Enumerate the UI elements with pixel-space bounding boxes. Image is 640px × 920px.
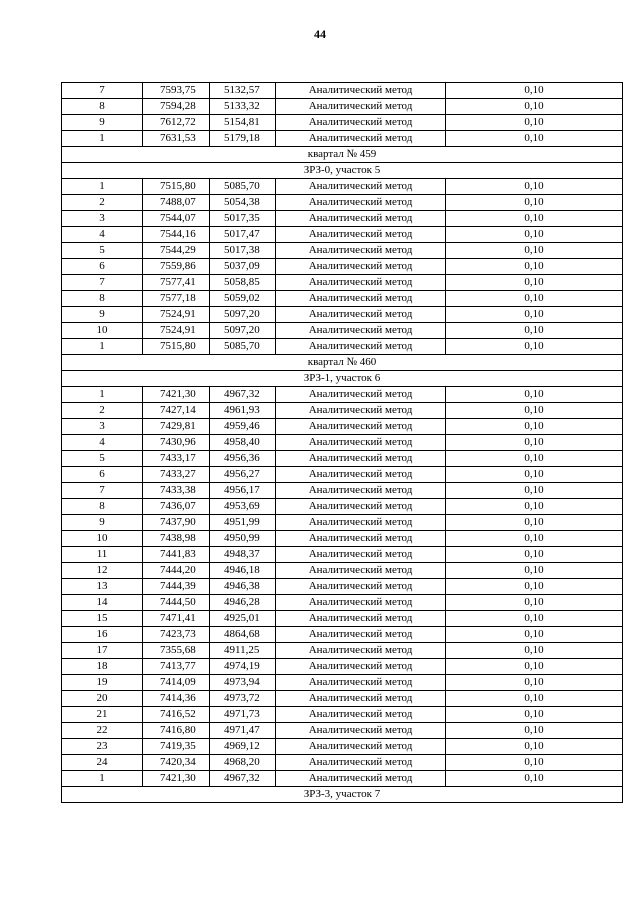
method-cell: Аналитический метод (276, 275, 446, 291)
table-row (62, 179, 623, 195)
y-coordinate-cell: 5017,47 (210, 227, 276, 243)
point-number-cell: 8 (62, 99, 143, 115)
table-row (62, 691, 623, 707)
y-coordinate-cell: 5037,09 (210, 259, 276, 275)
x-coordinate-cell: 7524,91 (143, 323, 210, 339)
point-number-cell: 3 (62, 211, 143, 227)
method-cell: Аналитический метод (276, 627, 446, 643)
precision-cell: 0,10 (446, 707, 623, 723)
table-row (62, 611, 623, 627)
precision-cell: 0,10 (446, 227, 623, 243)
precision-cell: 0,10 (446, 483, 623, 499)
table-row (62, 307, 623, 323)
precision-cell: 0,10 (446, 243, 623, 259)
precision-cell: 0,10 (446, 627, 623, 643)
y-coordinate-cell: 4951,99 (210, 515, 276, 531)
section-header: квартал № 459 (62, 147, 623, 163)
y-coordinate-cell: 5017,38 (210, 243, 276, 259)
point-number-cell: 15 (62, 611, 143, 627)
table-row (62, 227, 623, 243)
precision-cell: 0,10 (446, 611, 623, 627)
method-cell: Аналитический метод (276, 211, 446, 227)
precision-cell: 0,10 (446, 195, 623, 211)
section-header: ЗРЗ-1, участок 6 (62, 371, 623, 387)
precision-cell: 0,10 (446, 403, 623, 419)
method-cell: Аналитический метод (276, 307, 446, 323)
method-cell: Аналитический метод (276, 323, 446, 339)
table-row (62, 675, 623, 691)
method-cell: Аналитический метод (276, 419, 446, 435)
table-row (62, 195, 623, 211)
table-row (62, 211, 623, 227)
precision-cell: 0,10 (446, 83, 623, 99)
page-number: 44 (314, 27, 326, 41)
x-coordinate-cell: 7544,16 (143, 227, 210, 243)
x-coordinate-cell: 7414,36 (143, 691, 210, 707)
y-coordinate-cell: 4925,01 (210, 611, 276, 627)
table-row (62, 563, 623, 579)
point-number-cell: 23 (62, 739, 143, 755)
x-coordinate-cell: 7631,53 (143, 131, 210, 147)
y-coordinate-cell: 4911,25 (210, 643, 276, 659)
x-coordinate-cell: 7416,52 (143, 707, 210, 723)
method-cell: Аналитический метод (276, 691, 446, 707)
x-coordinate-cell: 7433,17 (143, 451, 210, 467)
point-number-cell: 9 (62, 515, 143, 531)
y-coordinate-cell: 5154,81 (210, 115, 276, 131)
point-number-cell: 10 (62, 323, 143, 339)
point-number-cell: 9 (62, 307, 143, 323)
table-row (62, 323, 623, 339)
table-row (62, 275, 623, 291)
method-cell: Аналитический метод (276, 195, 446, 211)
point-number-cell: 2 (62, 195, 143, 211)
x-coordinate-cell: 7544,29 (143, 243, 210, 259)
method-cell: Аналитический метод (276, 131, 446, 147)
precision-cell: 0,10 (446, 739, 623, 755)
precision-cell: 0,10 (446, 755, 623, 771)
table-row (62, 131, 623, 147)
x-coordinate-cell: 7559,86 (143, 259, 210, 275)
point-number-cell: 20 (62, 691, 143, 707)
x-coordinate-cell: 7433,38 (143, 483, 210, 499)
y-coordinate-cell: 5085,70 (210, 339, 276, 355)
point-number-cell: 14 (62, 595, 143, 611)
method-cell: Аналитический метод (276, 451, 446, 467)
x-coordinate-cell: 7436,07 (143, 499, 210, 515)
precision-cell: 0,10 (446, 323, 623, 339)
x-coordinate-cell: 7430,96 (143, 435, 210, 451)
precision-cell: 0,10 (446, 435, 623, 451)
y-coordinate-cell: 4969,12 (210, 739, 276, 755)
coordinates-table (61, 82, 623, 803)
section-header: ЗРЗ-0, участок 5 (62, 163, 623, 179)
point-number-cell: 10 (62, 531, 143, 547)
section-header-row (62, 371, 623, 387)
method-cell: Аналитический метод (276, 531, 446, 547)
x-coordinate-cell: 7413,77 (143, 659, 210, 675)
x-coordinate-cell: 7444,50 (143, 595, 210, 611)
coordinates-table-body (62, 83, 623, 803)
y-coordinate-cell: 5085,70 (210, 179, 276, 195)
precision-cell: 0,10 (446, 675, 623, 691)
point-number-cell: 18 (62, 659, 143, 675)
y-coordinate-cell: 4864,68 (210, 627, 276, 643)
x-coordinate-cell: 7471,41 (143, 611, 210, 627)
method-cell: Аналитический метод (276, 547, 446, 563)
precision-cell: 0,10 (446, 339, 623, 355)
table-row (62, 387, 623, 403)
table-row (62, 451, 623, 467)
table-row (62, 419, 623, 435)
x-coordinate-cell: 7515,80 (143, 339, 210, 355)
precision-cell: 0,10 (446, 451, 623, 467)
point-number-cell: 19 (62, 675, 143, 691)
point-number-cell: 3 (62, 419, 143, 435)
y-coordinate-cell: 4973,72 (210, 691, 276, 707)
precision-cell: 0,10 (446, 131, 623, 147)
point-number-cell: 7 (62, 83, 143, 99)
precision-cell: 0,10 (446, 275, 623, 291)
precision-cell: 0,10 (446, 211, 623, 227)
precision-cell: 0,10 (446, 291, 623, 307)
x-coordinate-cell: 7444,20 (143, 563, 210, 579)
x-coordinate-cell: 7524,91 (143, 307, 210, 323)
point-number-cell: 6 (62, 467, 143, 483)
x-coordinate-cell: 7421,30 (143, 771, 210, 787)
method-cell: Аналитический метод (276, 499, 446, 515)
table-row (62, 627, 623, 643)
table-row (62, 243, 623, 259)
x-coordinate-cell: 7594,28 (143, 99, 210, 115)
table-row (62, 339, 623, 355)
x-coordinate-cell: 7355,68 (143, 643, 210, 659)
table-row (62, 291, 623, 307)
method-cell: Аналитический метод (276, 755, 446, 771)
method-cell: Аналитический метод (276, 179, 446, 195)
method-cell: Аналитический метод (276, 467, 446, 483)
precision-cell: 0,10 (446, 691, 623, 707)
method-cell: Аналитический метод (276, 243, 446, 259)
x-coordinate-cell: 7416,80 (143, 723, 210, 739)
precision-cell: 0,10 (446, 579, 623, 595)
table-row (62, 739, 623, 755)
method-cell: Аналитический метод (276, 771, 446, 787)
method-cell: Аналитический метод (276, 83, 446, 99)
point-number-cell: 2 (62, 403, 143, 419)
point-number-cell: 1 (62, 339, 143, 355)
table-row (62, 403, 623, 419)
table-row (62, 83, 623, 99)
x-coordinate-cell: 7612,72 (143, 115, 210, 131)
y-coordinate-cell: 4946,18 (210, 563, 276, 579)
x-coordinate-cell: 7577,18 (143, 291, 210, 307)
table-row (62, 659, 623, 675)
table-row (62, 115, 623, 131)
table-row (62, 755, 623, 771)
point-number-cell: 13 (62, 579, 143, 595)
point-number-cell: 7 (62, 483, 143, 499)
point-number-cell: 4 (62, 435, 143, 451)
precision-cell: 0,10 (446, 467, 623, 483)
point-number-cell: 8 (62, 291, 143, 307)
precision-cell: 0,10 (446, 595, 623, 611)
table-row (62, 99, 623, 115)
method-cell: Аналитический метод (276, 707, 446, 723)
y-coordinate-cell: 4959,46 (210, 419, 276, 435)
y-coordinate-cell: 4958,40 (210, 435, 276, 451)
precision-cell: 0,10 (446, 259, 623, 275)
point-number-cell: 1 (62, 131, 143, 147)
point-number-cell: 1 (62, 179, 143, 195)
method-cell: Аналитический метод (276, 563, 446, 579)
method-cell: Аналитический метод (276, 739, 446, 755)
method-cell: Аналитический метод (276, 579, 446, 595)
method-cell: Аналитический метод (276, 483, 446, 499)
method-cell: Аналитический метод (276, 403, 446, 419)
y-coordinate-cell: 5179,18 (210, 131, 276, 147)
point-number-cell: 17 (62, 643, 143, 659)
precision-cell: 0,10 (446, 115, 623, 131)
y-coordinate-cell: 4950,99 (210, 531, 276, 547)
precision-cell: 0,10 (446, 531, 623, 547)
x-coordinate-cell: 7488,07 (143, 195, 210, 211)
method-cell: Аналитический метод (276, 515, 446, 531)
section-header-row (62, 355, 623, 371)
section-header: квартал № 460 (62, 355, 623, 371)
y-coordinate-cell: 5059,02 (210, 291, 276, 307)
x-coordinate-cell: 7429,81 (143, 419, 210, 435)
table-row (62, 595, 623, 611)
point-number-cell: 5 (62, 243, 143, 259)
method-cell: Аналитический метод (276, 435, 446, 451)
method-cell: Аналитический метод (276, 659, 446, 675)
point-number-cell: 7 (62, 275, 143, 291)
y-coordinate-cell: 4968,20 (210, 755, 276, 771)
precision-cell: 0,10 (446, 499, 623, 515)
precision-cell: 0,10 (446, 179, 623, 195)
table-row (62, 467, 623, 483)
y-coordinate-cell: 5097,20 (210, 307, 276, 323)
y-coordinate-cell: 4946,28 (210, 595, 276, 611)
x-coordinate-cell: 7433,27 (143, 467, 210, 483)
y-coordinate-cell: 5097,20 (210, 323, 276, 339)
section-header-row (62, 147, 623, 163)
x-coordinate-cell: 7444,39 (143, 579, 210, 595)
point-number-cell: 8 (62, 499, 143, 515)
precision-cell: 0,10 (446, 515, 623, 531)
x-coordinate-cell: 7515,80 (143, 179, 210, 195)
table-row (62, 643, 623, 659)
x-coordinate-cell: 7441,83 (143, 547, 210, 563)
table-row (62, 579, 623, 595)
method-cell: Аналитический метод (276, 291, 446, 307)
y-coordinate-cell: 4974,19 (210, 659, 276, 675)
precision-cell: 0,10 (446, 99, 623, 115)
table-row (62, 547, 623, 563)
precision-cell: 0,10 (446, 307, 623, 323)
x-coordinate-cell: 7421,30 (143, 387, 210, 403)
y-coordinate-cell: 4953,69 (210, 499, 276, 515)
table-row (62, 531, 623, 547)
precision-cell: 0,10 (446, 723, 623, 739)
section-header-row (62, 163, 623, 179)
method-cell: Аналитический метод (276, 723, 446, 739)
x-coordinate-cell: 7423,73 (143, 627, 210, 643)
y-coordinate-cell: 4956,27 (210, 467, 276, 483)
method-cell: Аналитический метод (276, 259, 446, 275)
point-number-cell: 1 (62, 771, 143, 787)
point-number-cell: 9 (62, 115, 143, 131)
y-coordinate-cell: 4948,37 (210, 547, 276, 563)
y-coordinate-cell: 5017,35 (210, 211, 276, 227)
y-coordinate-cell: 4967,32 (210, 771, 276, 787)
y-coordinate-cell: 4967,32 (210, 387, 276, 403)
precision-cell: 0,10 (446, 547, 623, 563)
point-number-cell: 1 (62, 387, 143, 403)
y-coordinate-cell: 4946,38 (210, 579, 276, 595)
point-number-cell: 22 (62, 723, 143, 739)
section-header: ЗРЗ-3, участок 7 (62, 787, 623, 803)
table-row (62, 515, 623, 531)
method-cell: Аналитический метод (276, 227, 446, 243)
x-coordinate-cell: 7438,98 (143, 531, 210, 547)
y-coordinate-cell: 5132,57 (210, 83, 276, 99)
y-coordinate-cell: 4973,94 (210, 675, 276, 691)
method-cell: Аналитический метод (276, 99, 446, 115)
point-number-cell: 21 (62, 707, 143, 723)
point-number-cell: 4 (62, 227, 143, 243)
y-coordinate-cell: 4956,36 (210, 451, 276, 467)
table-row (62, 483, 623, 499)
x-coordinate-cell: 7414,09 (143, 675, 210, 691)
table-row (62, 259, 623, 275)
x-coordinate-cell: 7437,90 (143, 515, 210, 531)
precision-cell: 0,10 (446, 771, 623, 787)
point-number-cell: 5 (62, 451, 143, 467)
y-coordinate-cell: 4961,93 (210, 403, 276, 419)
point-number-cell: 11 (62, 547, 143, 563)
point-number-cell: 12 (62, 563, 143, 579)
point-number-cell: 24 (62, 755, 143, 771)
y-coordinate-cell: 4956,17 (210, 483, 276, 499)
y-coordinate-cell: 5058,85 (210, 275, 276, 291)
point-number-cell: 6 (62, 259, 143, 275)
y-coordinate-cell: 5054,38 (210, 195, 276, 211)
table-row (62, 499, 623, 515)
method-cell: Аналитический метод (276, 387, 446, 403)
point-number-cell: 16 (62, 627, 143, 643)
table-row (62, 435, 623, 451)
x-coordinate-cell: 7427,14 (143, 403, 210, 419)
method-cell: Аналитический метод (276, 611, 446, 627)
method-cell: Аналитический метод (276, 675, 446, 691)
x-coordinate-cell: 7420,34 (143, 755, 210, 771)
x-coordinate-cell: 7593,75 (143, 83, 210, 99)
x-coordinate-cell: 7577,41 (143, 275, 210, 291)
y-coordinate-cell: 5133,32 (210, 99, 276, 115)
precision-cell: 0,10 (446, 419, 623, 435)
table-row (62, 771, 623, 787)
precision-cell: 0,10 (446, 659, 623, 675)
precision-cell: 0,10 (446, 563, 623, 579)
precision-cell: 0,10 (446, 643, 623, 659)
y-coordinate-cell: 4971,47 (210, 723, 276, 739)
x-coordinate-cell: 7419,35 (143, 739, 210, 755)
table-row (62, 707, 623, 723)
method-cell: Аналитический метод (276, 643, 446, 659)
method-cell: Аналитический метод (276, 595, 446, 611)
method-cell: Аналитический метод (276, 115, 446, 131)
precision-cell: 0,10 (446, 387, 623, 403)
x-coordinate-cell: 7544,07 (143, 211, 210, 227)
table-row (62, 723, 623, 739)
y-coordinate-cell: 4971,73 (210, 707, 276, 723)
section-header-row (62, 787, 623, 803)
method-cell: Аналитический метод (276, 339, 446, 355)
